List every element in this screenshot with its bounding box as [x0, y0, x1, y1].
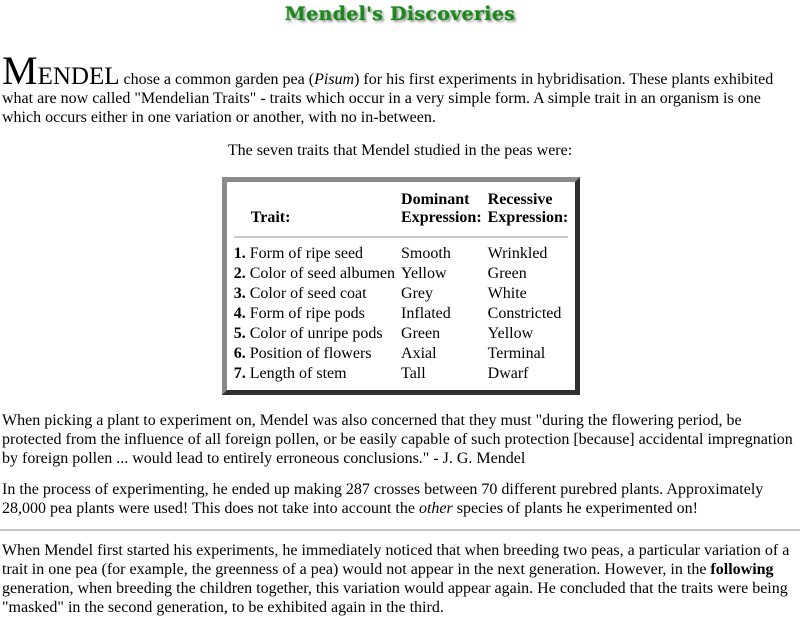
trait-cell [231, 344, 398, 364]
intro-paragraph [0, 48, 800, 127]
header-recessive-line2: Expression: [487, 209, 569, 226]
table-header-row [231, 188, 572, 230]
traits-table [222, 177, 581, 395]
table-row [231, 244, 572, 264]
table-intro: The seven traits that Mendel studied in the peas were: [227, 142, 573, 159]
table-row [231, 264, 572, 284]
recessive-cell: Constricted [487, 305, 562, 322]
header-recessive [485, 188, 572, 230]
trait-cell [231, 264, 398, 284]
header-separator [234, 236, 569, 238]
dominant-cell: Green [401, 325, 441, 342]
generations-text-2: generation, when breeding the children together, this variation would appear again. He concluded that the traits were being "masked" in the second generation, to be exhibited again in the third. [2, 580, 788, 616]
trait-cell [231, 284, 398, 304]
drop-cap-rest: ENDEL [37, 63, 120, 90]
recessive-cell: Green [487, 265, 527, 282]
dominant-cell: Inflated [401, 305, 451, 322]
generations-text-1: When Mendel first started his experiments, he immediately noticed that when breeding two peas, a particular variation of a trait in one pea (for example, the greenness of a pea) would not appear in the next generation. However, in the [2, 542, 790, 578]
trait-cell [231, 304, 398, 324]
table-row [231, 324, 572, 344]
dominant-cell: Axial [401, 345, 437, 362]
trait-number: 7. [233, 365, 246, 382]
trait-number: 4. [233, 305, 246, 322]
crosses-text-1: In the process of experimenting, he ended up making 287 crosses between 70 different purebred plants. Approximately 28,000 pea plants were used! This does not take into account the [2, 481, 764, 517]
recessive-cell: Terminal [487, 345, 546, 362]
table-row [231, 304, 572, 324]
generations-bold-following: following [710, 561, 774, 578]
header-dominant [398, 188, 485, 230]
trait-number: 1. [233, 245, 246, 262]
trait-cell [231, 364, 398, 384]
dominant-cell: Yellow [401, 265, 447, 282]
trait-cell [231, 324, 398, 344]
traits-table-wrap [0, 177, 800, 395]
intro-italic-pisum: Pisum [314, 71, 355, 88]
recessive-cell: Dwarf [487, 365, 529, 382]
intro-text-2: ) for his first experiments in hybridisation. These plants exhibited what are now called "Mendelian Traits" - traits which occur in a very simple form. A simple trait in an organism is one which occurs either in one variation or another, with no in-between. [2, 71, 774, 126]
trait-name: Color of seed coat [249, 285, 367, 302]
intro-text-1: chose a common garden pea ( [119, 71, 315, 88]
crosses-italic-other: other [418, 500, 453, 517]
trait-name: Form of ripe seed [249, 245, 364, 262]
crosses-text-2: species of plants he experimented on! [452, 500, 698, 517]
dominant-cell: Smooth [401, 245, 451, 262]
trait-cell [231, 244, 398, 264]
page-title: Mendel's Discoveries [284, 3, 516, 25]
table-row [231, 364, 572, 384]
header-recessive-line1: Recessive [487, 191, 553, 208]
trait-name: Length of stem [249, 365, 347, 382]
title-banner [0, 0, 800, 36]
trait-number: 5. [233, 325, 246, 342]
pollen-paragraph: When picking a plant to experiment on, Mendel was also concerned that they must "during the flowering period, be protected from the influence of all foreign pollen, or be easily capable of such protection [because] accidental impregnation by foreign pollen ... would lead to entirely erroneous conclusions." - J. G. Mendel [2, 412, 793, 467]
header-trait: Trait: [250, 209, 291, 226]
recessive-cell: Wrinkled [487, 245, 548, 262]
table-row [231, 284, 572, 304]
dominant-cell: Grey [401, 285, 434, 302]
trait-number: 3. [233, 285, 246, 302]
generations-paragraph [0, 541, 800, 617]
crosses-paragraph [0, 480, 800, 518]
trait-name: Form of ripe pods [249, 305, 365, 322]
header-dominant-line2: Expression: [401, 209, 482, 226]
header-dominant-line1: Dominant [401, 191, 470, 208]
section-divider [0, 529, 800, 531]
drop-cap: M [2, 48, 38, 93]
recessive-cell: Yellow [487, 325, 534, 342]
trait-name: Color of unripe pods [249, 325, 383, 342]
trait-number: 6. [233, 345, 246, 362]
trait-name: Color of seed albumen [249, 265, 396, 282]
recessive-cell: White [487, 285, 527, 302]
dominant-cell: Tall [401, 365, 426, 382]
trait-name: Position of flowers [249, 345, 372, 362]
header-separator-row [231, 230, 572, 244]
trait-number: 2. [233, 265, 246, 282]
table-row [231, 344, 572, 364]
